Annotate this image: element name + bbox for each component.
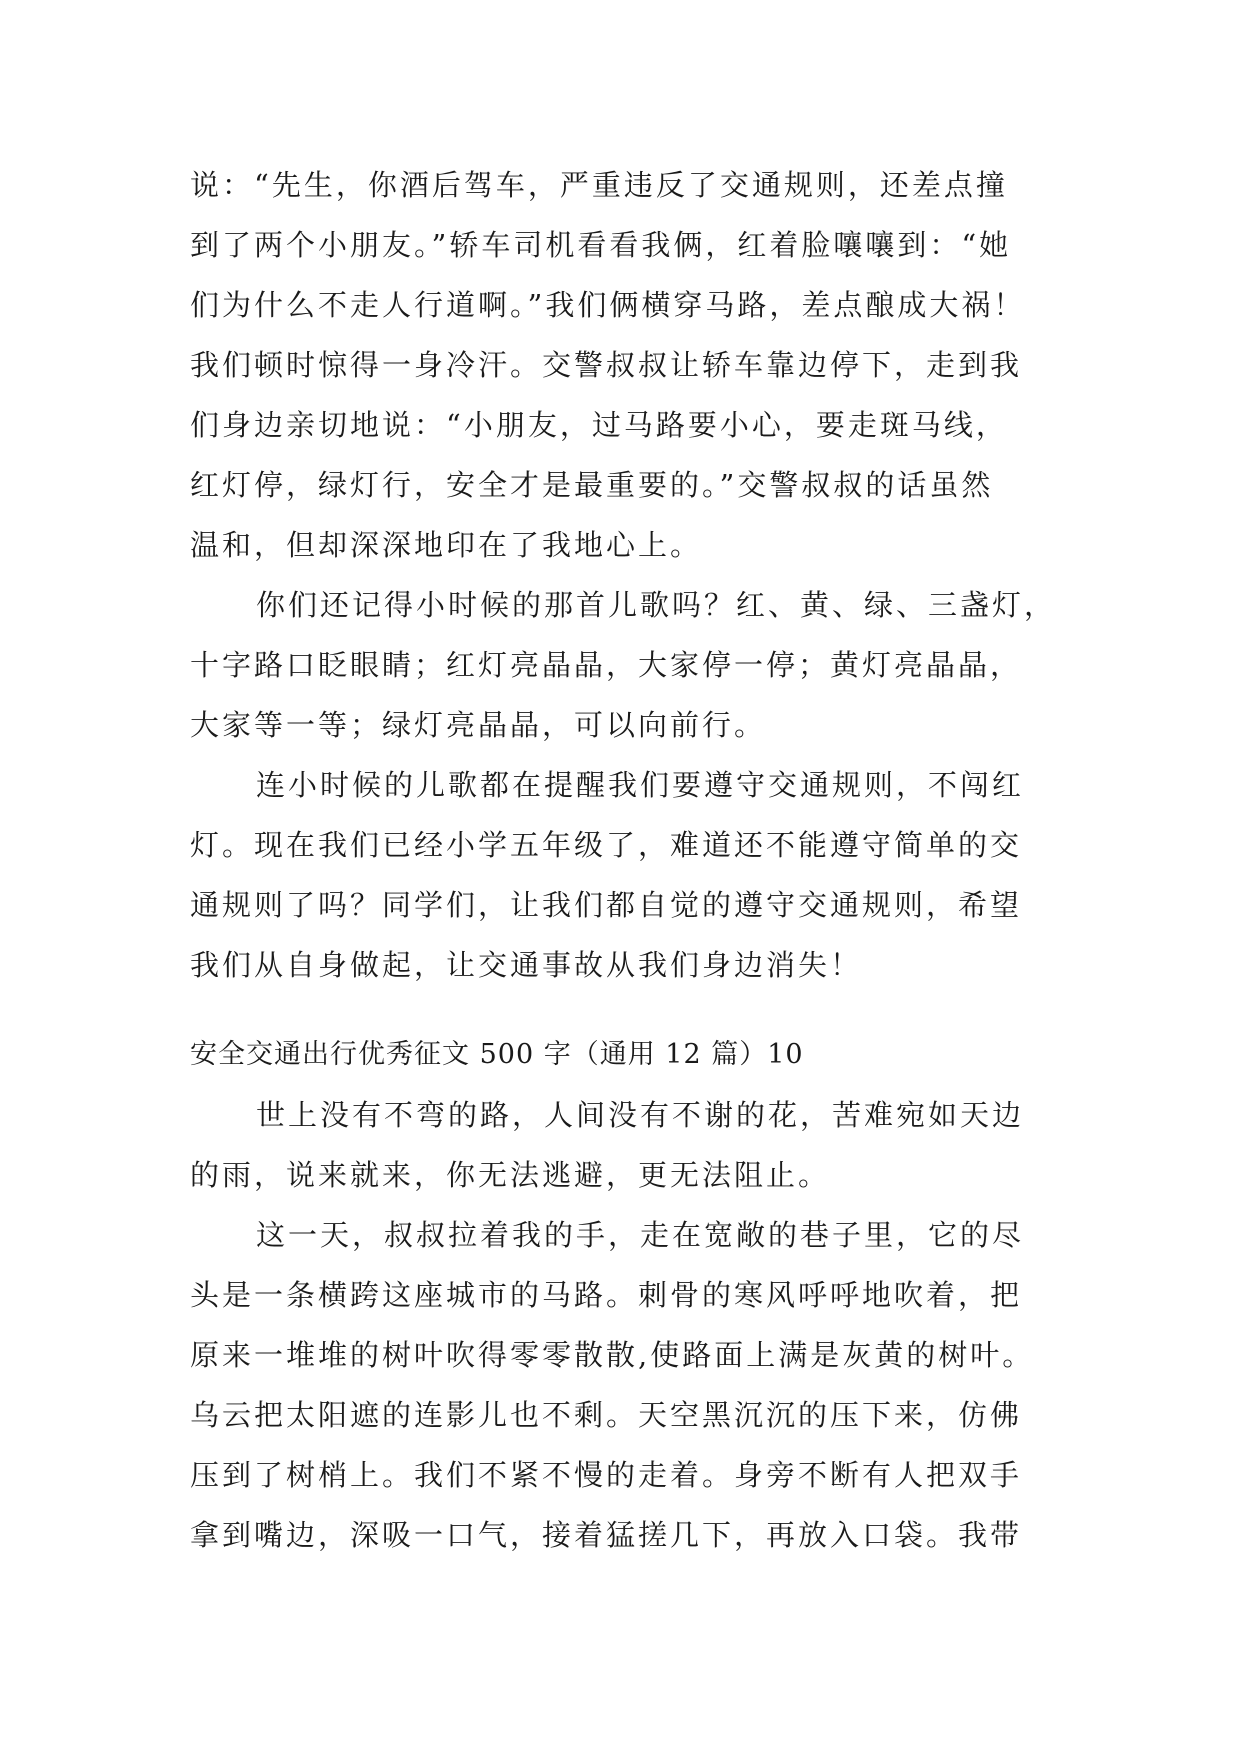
text-line: 拿到嘴边，深吸一口气，接着猛搓几下，再放入口袋。我带 — [190, 1518, 1023, 1552]
text-line: 灯。现在我们已经小学五年级了，难道还不能遵守简单的交 — [190, 828, 1023, 862]
text-block-lower — [190, 1025, 1070, 1565]
text-line: 温和，但却深深地印在了我地心上。 — [190, 528, 703, 562]
text-line: 我们顿时惊得一身冷汗。交警叔叔让轿车靠边停下，走到我 — [190, 348, 1023, 382]
text-line: 的雨，说来就来，你无法逃避，更无法阻止。 — [190, 1158, 831, 1192]
text-line: 红灯停，绿灯行，安全才是最重要的。”交警叔叔的话虽然 — [190, 468, 994, 502]
text-line: 大家等一等；绿灯亮晶晶，可以向前行。 — [190, 708, 767, 742]
paragraph-3 — [190, 755, 1070, 995]
text-line: 们为什么不走人行道啊。”我们俩横穿马路，差点酿成大祸！ — [190, 288, 1026, 322]
text-line: 世上没有不弯的路，人间没有不谢的花，苦难宛如天边 — [256, 1098, 1025, 1132]
text-line: 连小时候的儿歌都在提醒我们要遵守交通规则，不闯红 — [256, 768, 1025, 802]
paragraph-1 — [190, 155, 1070, 575]
text-line: 压到了树梢上。我们不紧不慢的走着。身旁不断有人把双手 — [190, 1458, 1023, 1492]
section-title: 安全交通出行优秀征文 500 字（通用 12 篇）10 — [190, 1039, 804, 1070]
text-line: 原来一堆堆的树叶吹得零零散散,使路面上满是灰黄的树叶。 — [190, 1338, 1035, 1372]
paragraph-4 — [190, 1085, 1070, 1205]
text-line: 十字路口眨眼睛；红灯亮晶晶，大家停一停；黄灯亮晶晶， — [190, 648, 1023, 682]
text-line: 我们从自身做起，让交通事故从我们身边消失！ — [190, 948, 863, 982]
paragraph-2 — [190, 575, 1070, 755]
text-line: 说：“先生，你酒后驾车，严重违反了交通规则，还差点撞 — [190, 168, 1008, 202]
text-line: 通规则了吗？同学们，让我们都自觉的遵守交通规则，希望 — [190, 888, 1023, 922]
text-line: 这一天，叔叔拉着我的手，走在宽敞的巷子里，它的尽 — [256, 1218, 1025, 1252]
text-line: 们身边亲切地说：“小朋友，过马路要小心，要走斑马线， — [190, 408, 1008, 442]
text-line: 到了两个小朋友。”轿车司机看看我俩，红着脸嚷嚷到：“她 — [190, 228, 1012, 262]
text-line: 你们还记得小时候的那首儿歌吗？红、黄、绿、三盏灯， — [256, 588, 1057, 622]
text-line: 乌云把太阳遮的连影儿也不剩。天空黑沉沉的压下来，仿佛 — [190, 1398, 1023, 1432]
text-line: 头是一条横跨这座城市的马路。刺骨的寒风呼呼地吹着，把 — [190, 1278, 1023, 1312]
text-block-upper — [190, 155, 1070, 995]
paragraph-5 — [190, 1205, 1070, 1565]
